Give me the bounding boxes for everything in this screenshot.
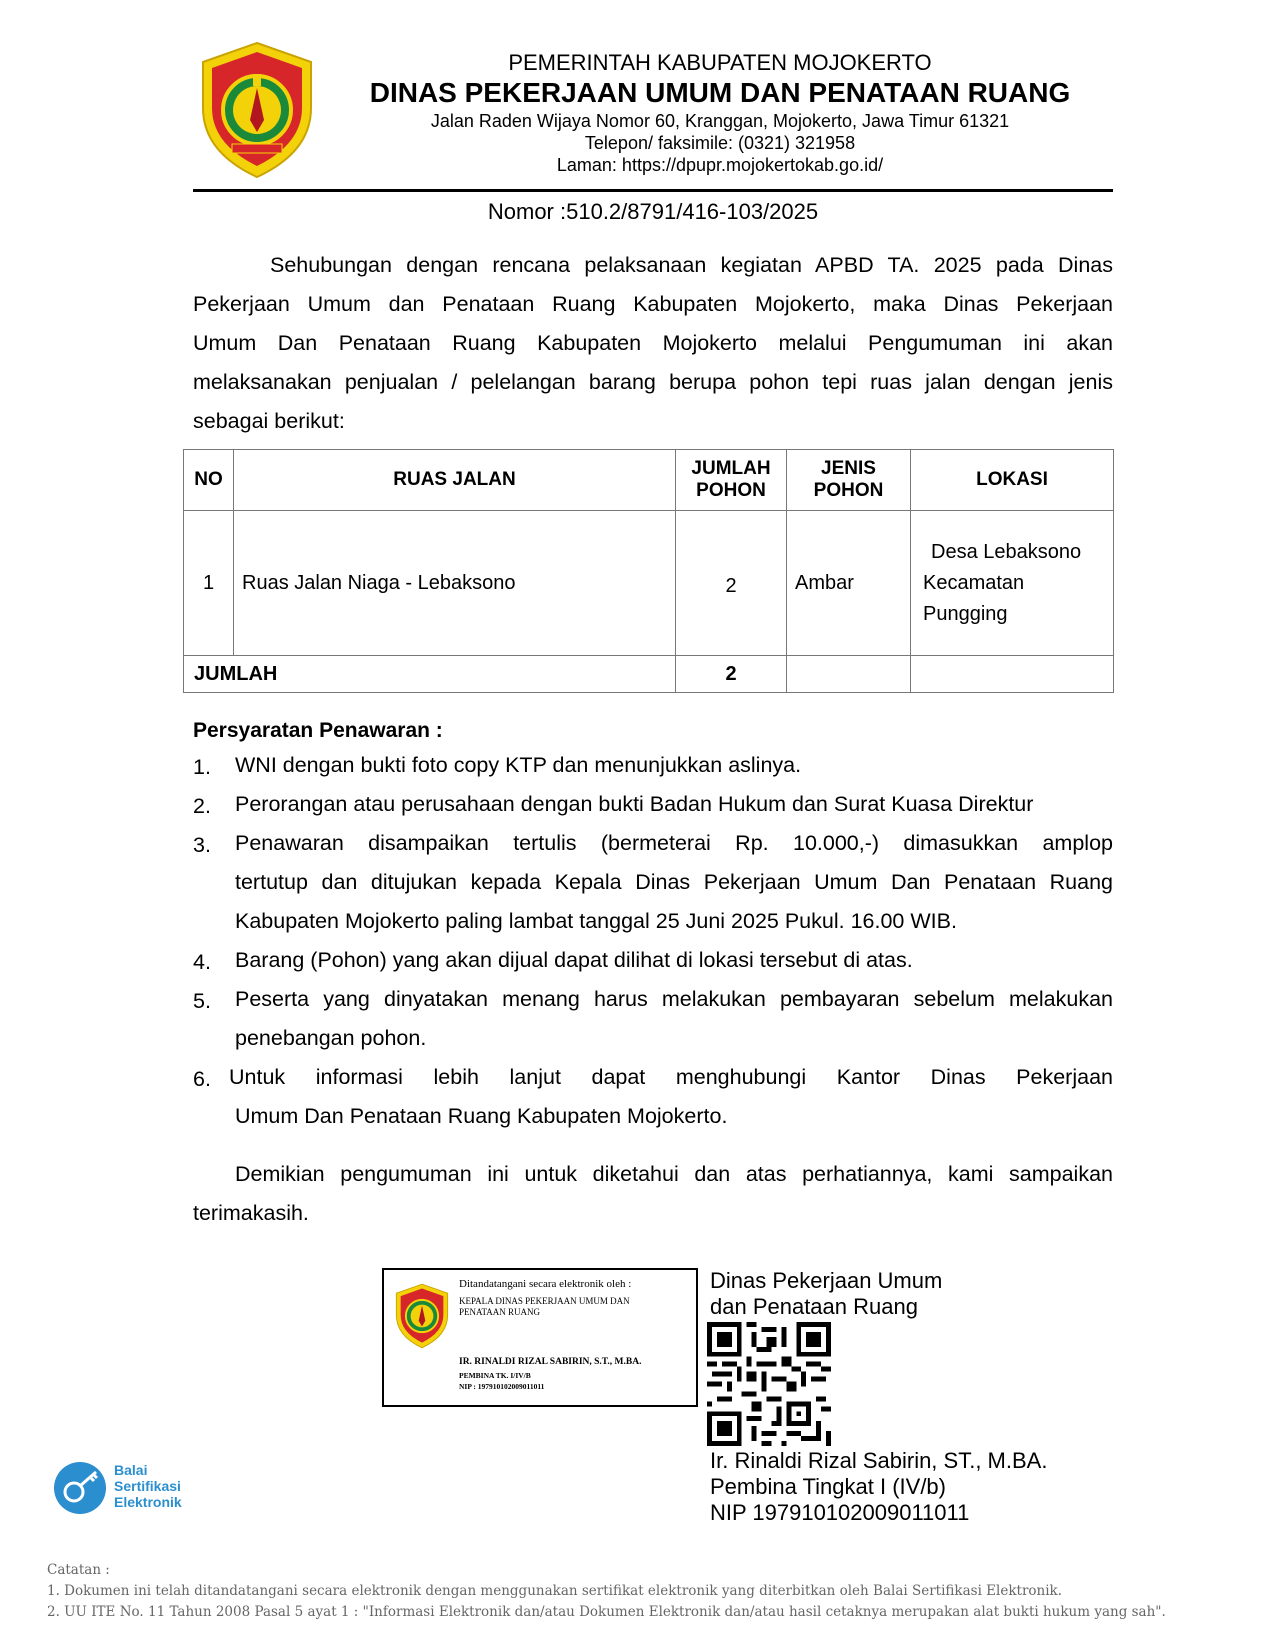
bsre-line: Elektronik: [114, 1494, 182, 1510]
signer-rank: Pembina Tingkat I (IV/b): [710, 1474, 946, 1499]
closing-line: terimakasih.: [193, 1201, 309, 1225]
req-text: Umum Dan Penataan Ruang Kabupaten Mojokerto.: [235, 1104, 728, 1128]
tree-table: [183, 449, 1114, 693]
letter-number: Nomor :510.2/8791/416-103/2025: [487, 199, 819, 224]
table-header-row: [184, 450, 1114, 511]
cell-lokasi-line: Kecamatan: [923, 571, 1025, 594]
closing-line: Demikian pengumuman ini untuk diketahui dan atas perhatiannya, kami sampaikan: [235, 1162, 1113, 1186]
col-header-lokasi: LOKASI: [911, 450, 1114, 511]
cell-no: 1: [184, 511, 234, 656]
cell-lokasi-line: Desa Lebaksono: [931, 540, 1082, 563]
header-divider: [193, 189, 1113, 192]
intro-line: sebagai berikut:: [193, 409, 345, 433]
bsre-logo: [52, 1458, 232, 1518]
total-empty-cell: [787, 656, 911, 693]
req-text: Penawaran disampaikan tertulis (bermeterai Rp. 10.000,-) dimasukkan amplop: [235, 831, 1113, 855]
col-header-ruas: RUAS JALAN: [234, 450, 676, 511]
bsre-name: [114, 1462, 182, 1510]
req-number: 1.: [193, 755, 211, 779]
intro-line: melaksanakan penjualan / pelelangan barang berupa pohon tepi ruas jalan dengan jenis: [193, 370, 1113, 394]
footnote-line: 1. Dokumen ini telah ditandatangani secara elektronik dengan menggunakan sertifikat elektronik yang diterbitkan oleh Balai Sertifikasi Elektronik.: [47, 1583, 1063, 1599]
sig-title: PENATAAN RUANG: [459, 1307, 541, 1317]
footnote-title: Catatan :: [47, 1562, 110, 1578]
cell-lokasi-line: Pungging: [923, 602, 1008, 625]
sig-title: KEPALA DINAS PEKERJAAN UMUM DAN: [459, 1296, 630, 1306]
req-number: 4.: [193, 950, 211, 974]
req-text: Perorangan atau perusahaan dengan bukti Badan Hukum dan Surat Kuasa Direktur: [235, 792, 1034, 816]
coat-of-arms-icon: [198, 40, 316, 180]
government-name: PEMERINTAH KABUPATEN MOJOKERTO: [508, 50, 932, 75]
req-text: Barang (Pohon) yang akan dijual dapat dilihat di lokasi tersebut di atas.: [235, 948, 913, 972]
agency-name: DINAS PEKERJAAN UMUM DAN PENATAAN RUANG: [369, 77, 1071, 108]
sig-rank: PEMBINA TK. I/IV/B: [459, 1371, 531, 1380]
col-header-jumlah-line1: JUMLAH: [691, 458, 771, 479]
table-row: [184, 511, 1114, 656]
req-text: WNI dengan bukti foto copy KTP dan menunjukkan aslinya.: [235, 753, 802, 777]
agency-website[interactable]: Laman: https://dpupr.mojokertokab.go.id/: [556, 155, 884, 175]
req-text: penebangan pohon.: [235, 1026, 427, 1050]
coat-of-arms-icon: [394, 1282, 450, 1350]
signer-office: dan Penataan Ruang: [710, 1294, 918, 1319]
req-text: tertutup dan ditujukan kepada Kepala Dinas Pekerjaan Umum Dan Penataan Ruang: [235, 870, 1113, 894]
signer-nip: NIP 197910102009011011: [710, 1500, 970, 1525]
req-number: 3.: [193, 833, 211, 857]
sig-name: IR. RINALDI RIZAL SABIRIN, S.T., M.BA.: [459, 1357, 642, 1367]
col-header-jumlah-line2: POHON: [696, 480, 766, 501]
req-number: 2.: [193, 794, 211, 818]
agency-phone: Telepon/ faksimile: (0321) 321958: [584, 133, 856, 153]
requirements-title: Persyaratan Penawaran :: [193, 719, 443, 742]
total-value: 2: [676, 656, 787, 693]
bsre-key-icon: [52, 1460, 108, 1516]
cell-jumlah: 2: [676, 511, 787, 656]
req-text: Kabupaten Mojokerto paling lambat tanggal 25 Juni 2025 Pukul. 16.00 WIB.: [235, 909, 957, 933]
table-total-row: [184, 656, 1114, 693]
cell-jenis: Ambar: [787, 511, 911, 656]
req-number: 6.: [193, 1067, 211, 1091]
col-header-jenis-line2: POHON: [813, 480, 884, 501]
total-empty-cell: [911, 656, 1114, 693]
footnote-line: 2. UU ITE No. 11 Tahun 2008 Pasal 5 ayat 1 : "Informasi Elektronik dan/atau Dokumen Elektronik dan/atau hasil cetaknya merupakan alat bukti hukum yang sah".: [47, 1604, 1166, 1620]
col-header-no: NO: [184, 450, 234, 511]
intro-line: Umum Dan Penataan Ruang Kabupaten Mojokerto melalui Pengumuman ini akan: [193, 331, 1113, 355]
req-text: Peserta yang dinyatakan menang harus melakukan pembayaran sebelum melakukan: [235, 987, 1113, 1011]
bsre-line: Sertifikasi: [114, 1478, 181, 1494]
e-signature-box: [382, 1268, 698, 1407]
cell-lokasi: [911, 511, 1114, 656]
agency-address: Jalan Raden Wijaya Nomor 60, Kranggan, Mojokerto, Jawa Timur 61321: [430, 111, 1010, 131]
col-header-jumlah: [676, 450, 787, 511]
sig-heading: Ditandatangani secara elektronik oleh :: [459, 1278, 632, 1290]
col-header-jenis-line1: JENIS: [821, 458, 876, 479]
total-label: JUMLAH: [184, 656, 676, 693]
signer-name: Ir. Rinaldi Rizal Sabirin, ST., M.BA.: [710, 1448, 1048, 1473]
qr-code-icon: [706, 1322, 832, 1446]
bsre-line: Balai: [114, 1462, 148, 1478]
cell-ruas: Ruas Jalan Niaga - Lebaksono: [234, 511, 676, 656]
regency-logo: [198, 40, 316, 180]
req-number: 5.: [193, 989, 211, 1013]
col-header-jenis: [787, 450, 911, 511]
intro-line: Pekerjaan Umum dan Penataan Ruang Kabupaten Mojokerto, maka Dinas Pekerjaan: [193, 292, 1113, 316]
signer-office: Dinas Pekerjaan Umum: [710, 1268, 943, 1293]
qr-code[interactable]: [706, 1322, 832, 1446]
req-text: Untuk informasi lebih lanjut dapat menghubungi Kantor Dinas Pekerjaan: [229, 1065, 1113, 1089]
intro-line: Sehubungan dengan rencana pelaksanaan kegiatan APBD TA. 2025 pada Dinas: [270, 253, 1113, 277]
sig-nip: NIP : 197910102009011011: [459, 1382, 545, 1391]
